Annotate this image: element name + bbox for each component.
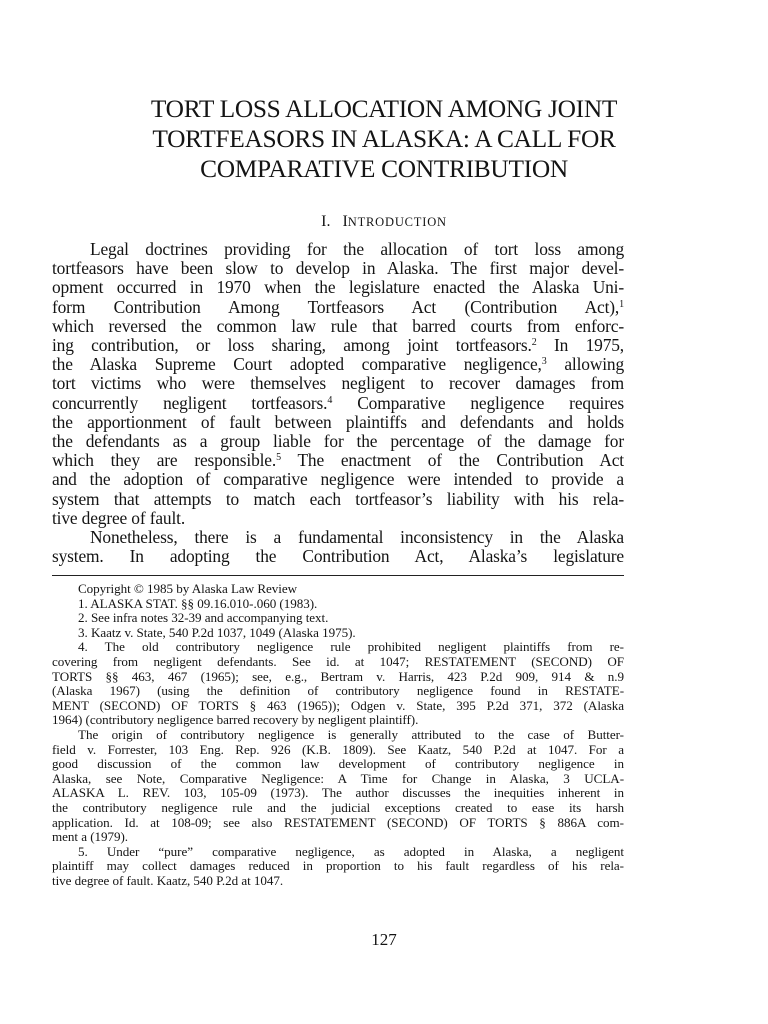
copyright-line: Copyright © 1985 by Alaska Law Review: [78, 581, 298, 596]
section-heading: [40, 213, 728, 231]
article-title: [40, 94, 728, 184]
footnote-line: 1964) (contributory negligence barred recovery by negligent plaintiff).: [52, 712, 419, 728]
footnote-line: 1. ALASKA STAT. §§ 09.16.010-.060 (1983).: [78, 595, 318, 611]
body-line: concurrently negligent tortfeasors.$^4$ Comparative negligence requires: [52, 392, 624, 413]
footnote-line: good discussion of the common law development of contributory negligence in: [52, 756, 624, 772]
body-line: the defendants as a group liable for the percentage of the damage for: [52, 431, 624, 452]
footnote-ref: 2: [531, 337, 537, 349]
body-line: which reversed the common law rule that barred courts from enforc-: [52, 315, 624, 336]
footnote-line: Alaska, see Note, Comparative Negligence: A Time for Change in Alaska, 3 UCLA-: [52, 770, 624, 786]
footnote-ref: 3: [541, 356, 547, 368]
body-line: form Contribution Among Tortfeasors Act (Contribution Act),$^1$: [52, 296, 624, 317]
title-line: TORT LOSS ALLOCATION AMONG JOINT: [150, 95, 618, 123]
body-line: which they are responsible.$^5$ The enactment of the Contribution Act: [52, 450, 624, 471]
footnote-ref: 5: [276, 452, 281, 464]
footnote-line: ALASKA L. REV. 103, 105-09 (1973). The author discusses the inequities inherent in: [52, 785, 624, 801]
body-line: and the adoption of comparative negligence were intended to provide a: [52, 469, 624, 490]
footnote-ref: 4: [327, 394, 333, 406]
footnote-line: 3. Kaatz v. State, 540 P.2d 1037, 1049 (Alaska 1975).: [78, 624, 356, 640]
page-number: 127: [371, 930, 397, 949]
footnote-line: field v. Forrester, 103 Eng. Rep. 926 (K.B. 1809). See Kaatz, 540 P.2d at 1047. For a: [52, 741, 624, 757]
title-line: COMPARATIVE CONTRIBUTION: [200, 155, 568, 183]
footnote-line: (Alaska 1967) (using the definition of contributory negligence found in RESTATE-: [52, 683, 624, 699]
section-first-letter: I: [342, 213, 348, 230]
body-line: tort victims who were themselves negligent to recover damages from: [52, 373, 624, 394]
footnote-line: TORTS §§ 463, 467 (1965); see, e.g., Bertram v. Harris, 423 P.2d 909, 914 & n.9: [52, 668, 624, 684]
footnote-line: MENT (SECOND) OF TORTS § 463 (1965)); Odgen v. State, 395 P.2d 371, 372 (Alaska: [52, 697, 624, 713]
body-line: system. In adopting the Contribution Act, Alaska’s legislature: [52, 546, 624, 567]
footnote-line: The origin of contributory negligence is generally attributed to the case of Butter-: [78, 726, 624, 742]
footnote-line: tive degree of fault. Kaatz, 540 P.2d at 1047.: [52, 872, 284, 888]
section-numeral: I.: [321, 213, 331, 230]
footnote-line: 4. The old contributory negligence rule prohibited negligent plaintiffs from re-: [78, 639, 624, 655]
body-line: opment occurred in 1970 when the legislature enacted the Alaska Uni-: [52, 277, 624, 298]
footnote-line: application. Id. at 108-09; see also RESTATEMENT (SECOND) OF TORTS § 886A com-: [52, 814, 624, 830]
title-line: TORTFEASORS IN ALASKA: A CALL FOR: [152, 125, 616, 153]
body-line: Legal doctrines providing for the allocation of tort loss among: [90, 239, 624, 259]
footnote-line: the contributory negligence rule and the judicial exceptions created to ease its harsh: [52, 799, 624, 815]
body-line: the Alaska Supreme Court adopted comparative negligence,$^3$ allowing: [52, 354, 624, 375]
footnote-line: 5. Under “pure” comparative negligence, as adopted in Alaska, a negligent: [78, 843, 624, 859]
footnote-ref: 1: [619, 298, 624, 310]
body-line: tive degree of fault.: [52, 507, 186, 528]
footnote-line: 2. See infra notes 32-39 and accompanying text.: [78, 610, 329, 626]
section-title-rest: NTRODUCTION: [347, 215, 447, 229]
footnote-line: plaintiff may collect damages reduced in proportion to his fault regardless of his rela-: [52, 858, 624, 874]
body-line: ing contribution, or loss sharing, among joint tortfeasors.$^2$ In 1975,: [52, 335, 624, 356]
body-text: [52, 240, 624, 566]
footnote-divider: [52, 575, 624, 576]
footnote-line: covering from negligent defendants. See id. at 1047; RESTATEMENT (SECOND) OF: [52, 653, 624, 669]
body-line: tortfeasors have been slow to develop in Alaska. The first major devel-: [52, 258, 624, 279]
body-line: system that attempts to match each tortfeasor’s liability with his rela-: [52, 488, 624, 509]
body-line: the apportionment of fault between plaintiffs and defendants and holds: [52, 411, 624, 432]
footnote-line: ment a (1979).: [52, 829, 129, 845]
footnotes: [52, 582, 624, 888]
body-line: Nonetheless, there is a fundamental inconsistency in the Alaska: [90, 527, 624, 548]
